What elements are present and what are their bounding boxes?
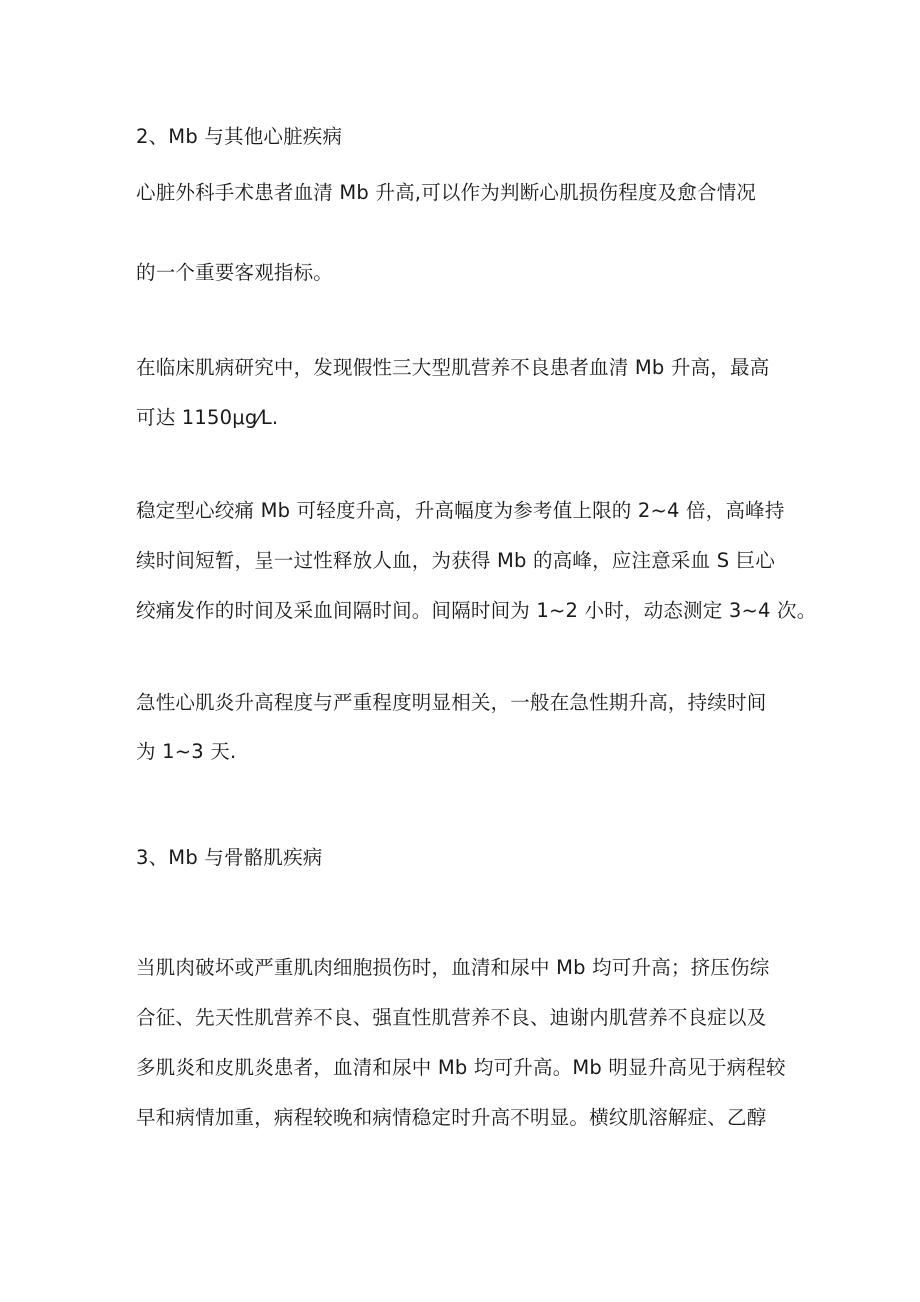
paragraph-line: 当肌肉破坏或严重肌肉细胞损伤时，血清和尿中 Mb 均可升高；挤压伤综: [136, 956, 770, 979]
paragraph-line: 续时间短暂，呈一过性释放人血，为获得 Mb 的高峰，应注意采血 S 巨心: [136, 549, 776, 572]
paragraph-line: 心脏外科手术患者血清 Mb 升高,可以作为判断心肌损伤程度及愈合情况: [136, 181, 757, 204]
paragraph-line: 可达 1150μg⁄L.: [136, 406, 279, 429]
paragraph-line: 急性心肌炎升高程度与严重程度明显相关，一般在急性期升高，持续时间: [136, 691, 767, 714]
paragraph-line: 为 1~3 天.: [136, 740, 237, 763]
paragraph-line: 多肌炎和皮肌炎患者，血清和尿中 Mb 均可升高。Mb 明显升高见于病程较: [136, 1056, 786, 1079]
section-heading-mb-skeletal: 3、Mb 与骨骼肌疾病: [136, 846, 323, 869]
paragraph-line: 在临床肌病研究中，发现假性三大型肌营养不良患者血清 Mb 升高，最高: [136, 356, 770, 379]
paragraph-line: 早和病情加重，病程较晚和病情稳定时升高不明显。横纹肌溶解症、乙醇: [136, 1106, 767, 1129]
paragraph-line: 合征、先天性肌营养不良、强直性肌营养不良、迪谢内肌营养不良症以及: [136, 1006, 767, 1029]
paragraph-line: 的一个重要客观指标。: [136, 261, 334, 284]
paragraph-line: 稳定型心绞痛 Mb 可轻度升高，升高幅度为参考值上限的 2~4 倍，高峰持: [136, 499, 785, 522]
paragraph-line: 绞痛发作的时间及采血间隔时间。间隔时间为 1~2 小时，动态测定 3~4 次。: [136, 599, 817, 622]
section-heading-mb-cardiac: 2、Mb 与其他心脏疾病: [136, 125, 343, 148]
